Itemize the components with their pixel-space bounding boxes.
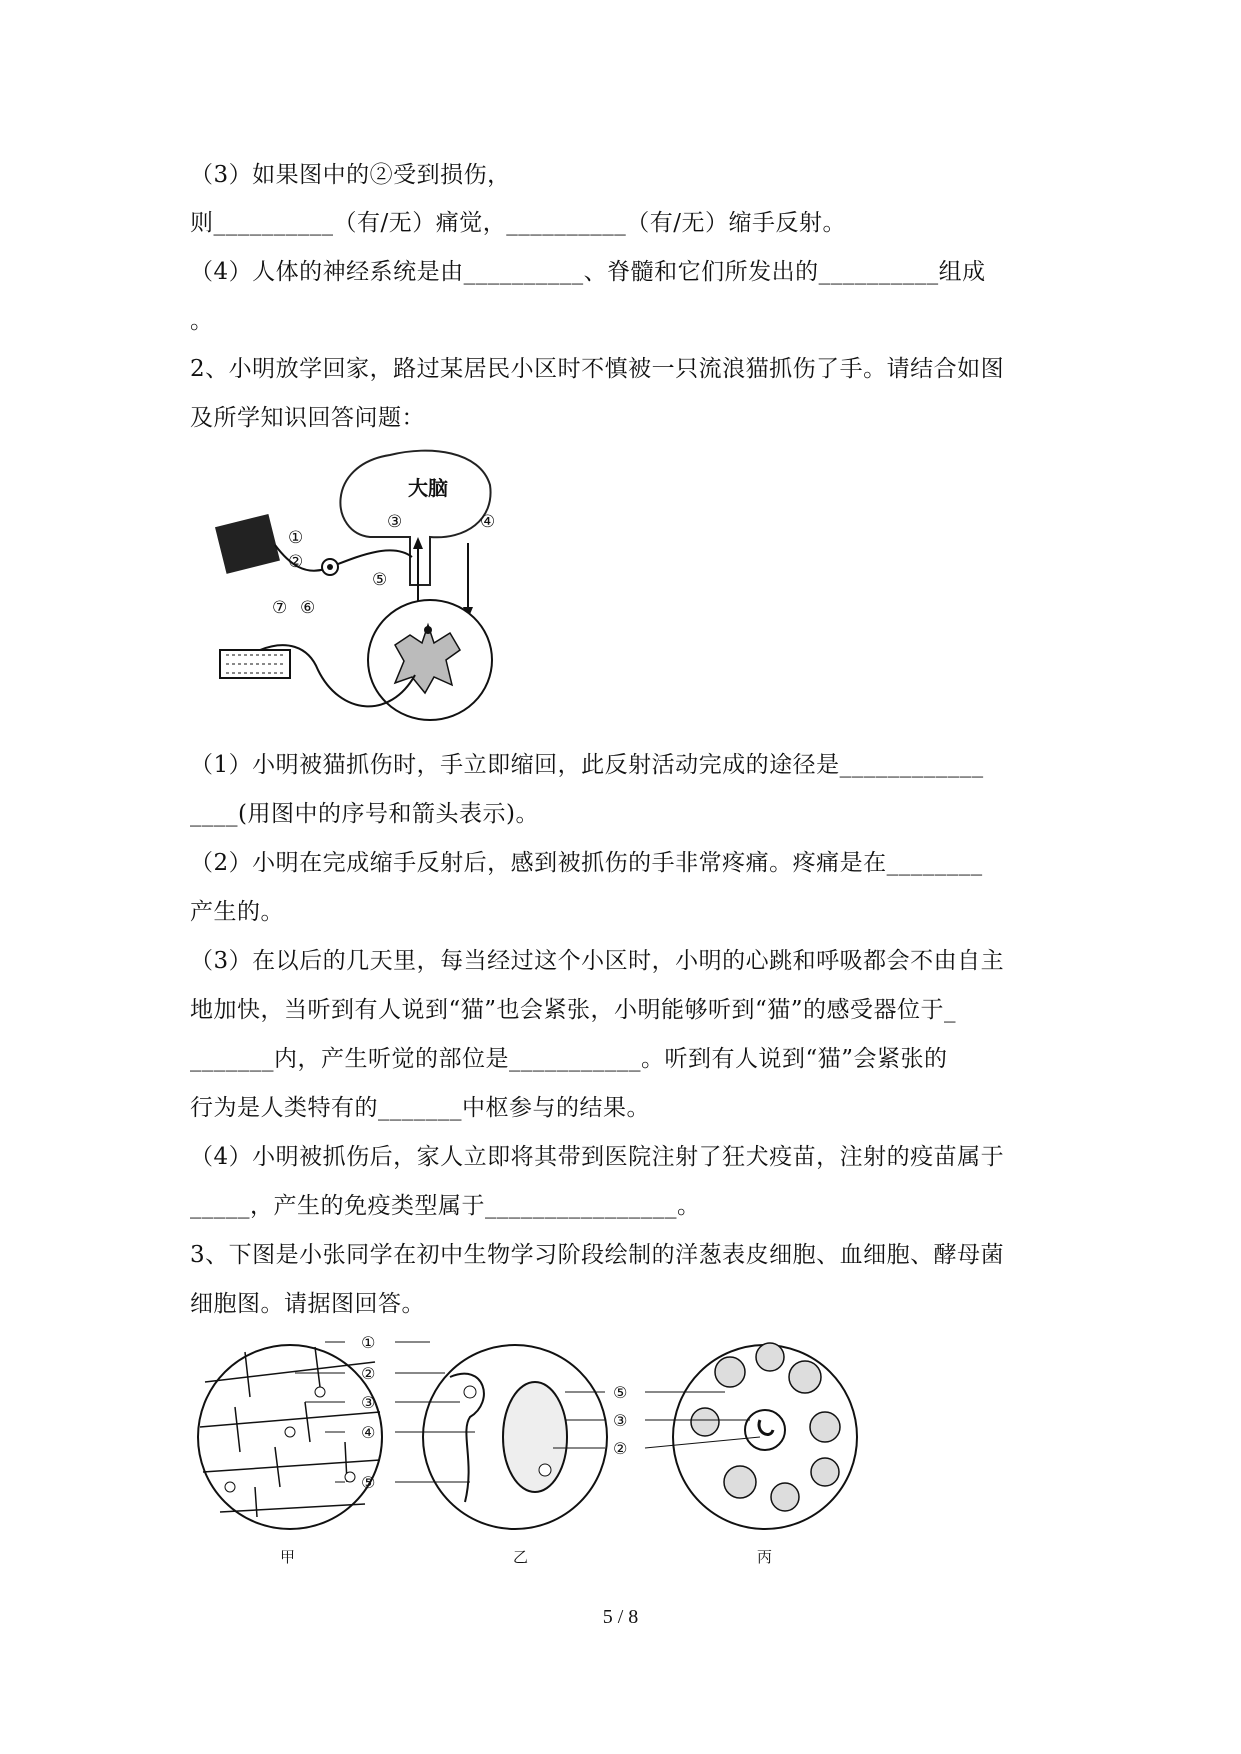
muscle-effector: [220, 650, 290, 678]
q2-part3-line1: （3）在以后的几天里，每当经过这个小区时，小明的心跳和呼吸都会不由自主: [190, 948, 1005, 974]
q1-part3-line2: 则__________（有/无）痛觉，__________（有/无）缩手反射。: [190, 210, 846, 236]
q2-part4-line2: _____，产生的免疫类型属于________________。: [190, 1193, 701, 1219]
yeast-cell: [503, 1382, 567, 1492]
label-1: ①: [361, 1333, 376, 1352]
caption-jia: 甲: [280, 1548, 296, 1566]
q2-part1-line2: ____(用图中的序号和箭头表示)。: [190, 801, 539, 827]
q2-stem-line1: 2、小明放学回家，路过某居民小区时不慎被一只流浪猫抓伤了手。请结合如图: [190, 356, 1005, 382]
q1-part4-line2: 。: [190, 308, 214, 334]
marker-4: ④: [480, 512, 496, 532]
q2-stem-line2: 及所学知识回答问题：: [190, 405, 425, 431]
onion-nucleus: [285, 1427, 295, 1437]
up-arrow-icon: [413, 537, 423, 549]
marker-2: ②: [288, 552, 304, 572]
marker-3: ③: [387, 512, 403, 532]
onion-nucleus: [225, 1482, 235, 1492]
marker-7: ⑦: [272, 598, 288, 618]
label-5: ⑤: [361, 1473, 376, 1492]
label-5-right: ⑤: [613, 1383, 628, 1402]
q2-part1-line1: （1）小明被猫抓伤时，手立即缩回，此反射活动完成的途径是____________: [190, 752, 984, 778]
bud-nucleus: [464, 1386, 476, 1398]
q3-stem-line2: 细胞图。请据图回答。: [190, 1291, 425, 1317]
label-2-right: ②: [613, 1439, 628, 1458]
q1-part3-line1: （3）如果图中的②受到损伤，: [190, 162, 511, 188]
brain-label: 大脑: [408, 476, 448, 500]
label-3-right: ③: [613, 1411, 628, 1430]
marker-1: ①: [288, 528, 304, 548]
q2-part3-line4: 行为是人类特有的_______中枢参与的结果。: [190, 1095, 650, 1121]
q1-part4-line1: （4）人体的神经系统是由__________、脊髓和它们所发出的__________组成: [190, 259, 986, 285]
q2-part2-line2: 产生的。: [190, 899, 284, 925]
central-canal: [424, 626, 432, 634]
skin-receptor: [215, 514, 280, 574]
marker-5: ⑤: [372, 570, 388, 590]
caption-yi: 乙: [513, 1548, 529, 1566]
ganglion-dot: [327, 564, 333, 570]
q2-part3-line2: 地加快，当听到有人说到“猫”也会紧张，小明能够听到“猫”的感受器位于_: [190, 997, 957, 1023]
reflex-arc-figure: [190, 445, 520, 725]
page-number: 5 / 8: [602, 1606, 639, 1628]
white-blood-cell: [745, 1410, 785, 1450]
label-4: ④: [361, 1423, 376, 1442]
cells-figure: [185, 1322, 1055, 1577]
onion-nucleus: [315, 1387, 325, 1397]
label-2: ②: [361, 1364, 376, 1383]
caption-bing: 丙: [757, 1548, 773, 1566]
q3-stem-line1: 3、下图是小张同学在初中生物学习阶段绘制的洋葱表皮细胞、血细胞、酵母菌: [190, 1242, 1005, 1268]
q2-part3-line3: _______内，产生听觉的部位是___________。听到有人说到“猫”会紧张的: [190, 1046, 948, 1072]
q2-part2-line1: （2）小明在完成缩手反射后，感到被抓伤的手非常疼痛。疼痛是在________: [190, 850, 983, 876]
marker-6: ⑥: [300, 598, 316, 618]
onion-nucleus: [345, 1472, 355, 1482]
label-3: ③: [361, 1393, 376, 1412]
q2-part4-line1: （4）小明被抓伤后，家人立即将其带到医院注射了狂犬疫苗，注射的疫苗属于: [190, 1144, 1005, 1170]
yeast-nucleus: [539, 1464, 551, 1476]
